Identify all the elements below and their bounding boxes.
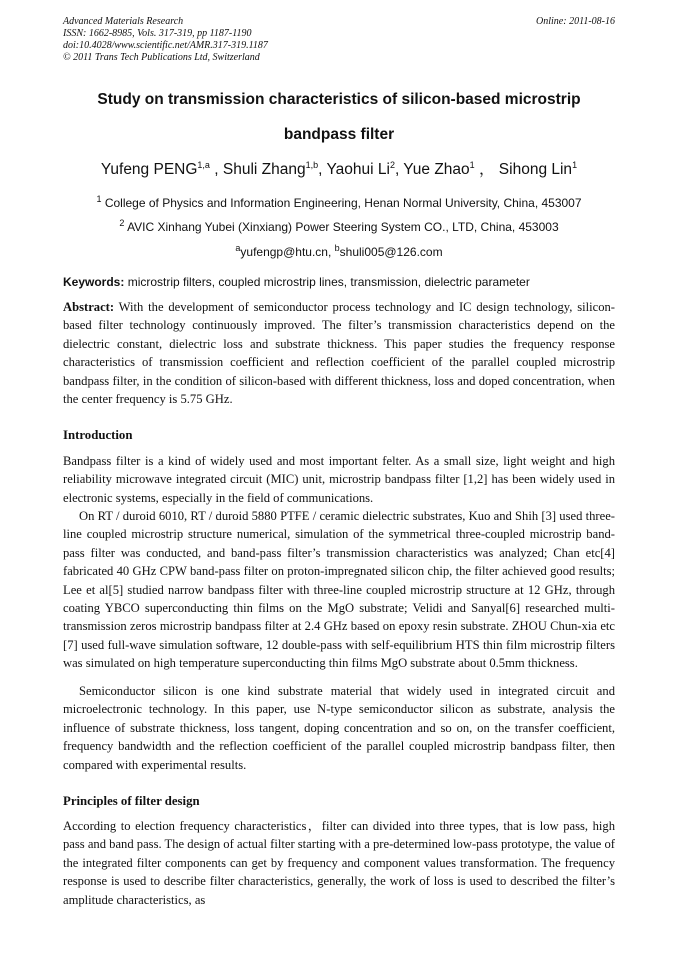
keywords-label: Keywords: <box>63 275 125 289</box>
author-emails <box>63 245 615 259</box>
journal-name: Advanced Materials Research <box>63 16 184 27</box>
author-separator: ， <box>474 161 499 178</box>
paper-title-line-2: bandpass filter <box>283 126 395 143</box>
affiliation-2 <box>63 220 615 234</box>
affiliation-sup: 2 <box>119 218 125 228</box>
keywords <box>63 275 615 289</box>
email-link[interactable]: shuli005@126.com <box>339 245 443 259</box>
author-name: Sihong Lin <box>498 161 573 178</box>
introduction-paragraph-2: On RT / duroid 6010, RT / duroid 5880 PTFE / ceramic dielectric substrates, Kuo and Shih [3] used three-line coupled microstrip structure numerical, simulation of the symmetrical three-coupled microstrip band-pass filter was conducted, and band-pass filter’s transmission characteristics was analyzed; Chan etc[4] fabricated 40 GHz CPW band-pass filter on proton-impregnated silicon chip, the filter achieved good results; Lee et al[5] studied narrow bandpass filter with three-line coupled microstrip structure at 12 GHz, through coating YBCO superconducting thin films on the MgO substrate; Velidi and Sanyal[6] researched multi-transmission zeros microstrip bandpass filter at 2.4 GHz based on epoxy resin substrate. ZHOU Chun-xia etc [7] used full-wave simulation software, 12 double-pass with self-equilibrium HTS thin film microstrip filters was simulated on high temperature superconducting thin films MgO substrate about 0.5mm thickness. <box>63 509 615 671</box>
author-name: Shuli Zhang <box>222 161 306 178</box>
affiliation-text: AVIC Xinhang Yubei (Xinxiang) Power Steering System CO., LTD, China, 453003 <box>127 220 559 234</box>
author-name: Yue Zhao <box>403 161 470 178</box>
principles-paragraph-1: According to election frequency characteristics，filter can divided into three types, that is low pass, high pass and band pass. The design of actual filter starting with a pre-determined low-pass prototype, the value of the integrated filter components can get by frequency and component values transformation. The frequency response is used to describe filter characteristics, generally, the work of loss is used to described the filter’s amplitude characteristics, as <box>63 819 615 907</box>
keywords-text: microstrip filters, coupled microstrip lines, transmission, dielectric parameter <box>124 275 530 289</box>
abstract <box>63 298 615 408</box>
affiliation-text: College of Physics and Information Engineering, Henan Normal University, China, 453007 <box>104 196 582 210</box>
author-sup: 1,a <box>197 159 210 170</box>
email-sup: b <box>334 243 340 253</box>
email-link[interactable]: yufengp@htu.cn <box>240 245 328 259</box>
author-sup: 1,b <box>305 159 319 170</box>
abstract-label: Abstract: <box>63 300 115 314</box>
paper-title-line-1: Study on transmission characteristics of silicon-based microstrip <box>97 91 581 108</box>
introduction-heading: Introduction <box>63 428 133 442</box>
copyright-line: © 2011 Trans Tech Publications Ltd, Switzerland <box>63 52 260 63</box>
author-separator: , <box>209 161 223 178</box>
introduction-paragraph-3: Semiconductor silicon is one kind substrate material that widely used in integrated circuit and microelectronic technology. In this paper, use N-type semiconductor silicon as substrate, analysis the influence of substrate thickness, loss tangent, doping concentration and so on, on the transfer coefficient, frequency bandwidth and the reflection coefficient of the parallel coupled microstrip bandpass filter, then compared with experimental results. <box>63 684 615 772</box>
author-sup: 1 <box>469 159 475 170</box>
doi-line: doi:10.4028/www.scientific.net/AMR.317-319.1187 <box>63 40 268 51</box>
author-sup: 1 <box>572 159 578 170</box>
author-sup: 2 <box>389 159 395 170</box>
author-list <box>63 157 615 179</box>
introduction-paragraph-1: Bandpass filter is a kind of widely used and most important felter. As a small size, light weight and high reliability microwave integrated circuit (MIC) unit, microstrip bandpass filter [1,2] has been widely used in electronic systems, especially in the field of communications. <box>63 454 615 505</box>
author-separator: , <box>318 161 327 178</box>
journal-header <box>63 16 615 64</box>
online-date: Online: 2011-08-16 <box>536 16 615 27</box>
abstract-text: With the development of semiconductor process technology and IC design technology, silicon-based filter technology continuously improved. The filter’s transmission characteristics depend on the dielectric constant, dielectric loss and substrate thickness. This paper studies the frequency response characteristics of transmission coefficient and reflection coefficient of the parallel coupled microstrip bandpass filter, in the condition of silicon-based with different thickness, loss and doped concentration, when the center frequency is 5.75 GHz. <box>63 300 615 407</box>
issn-line: ISSN: 1662-8985, Vols. 317-319, pp 1187-1190 <box>63 28 252 39</box>
email-separator: , <box>327 245 335 259</box>
author-name: Yufeng PENG <box>100 161 198 178</box>
email-sup: a <box>235 243 241 253</box>
author-name: Yaohui Li <box>326 161 390 178</box>
author-separator: , <box>394 161 404 178</box>
affiliation-sup: 1 <box>96 194 102 204</box>
principles-heading: Principles of filter design <box>63 794 200 808</box>
affiliation-1 <box>63 196 615 210</box>
